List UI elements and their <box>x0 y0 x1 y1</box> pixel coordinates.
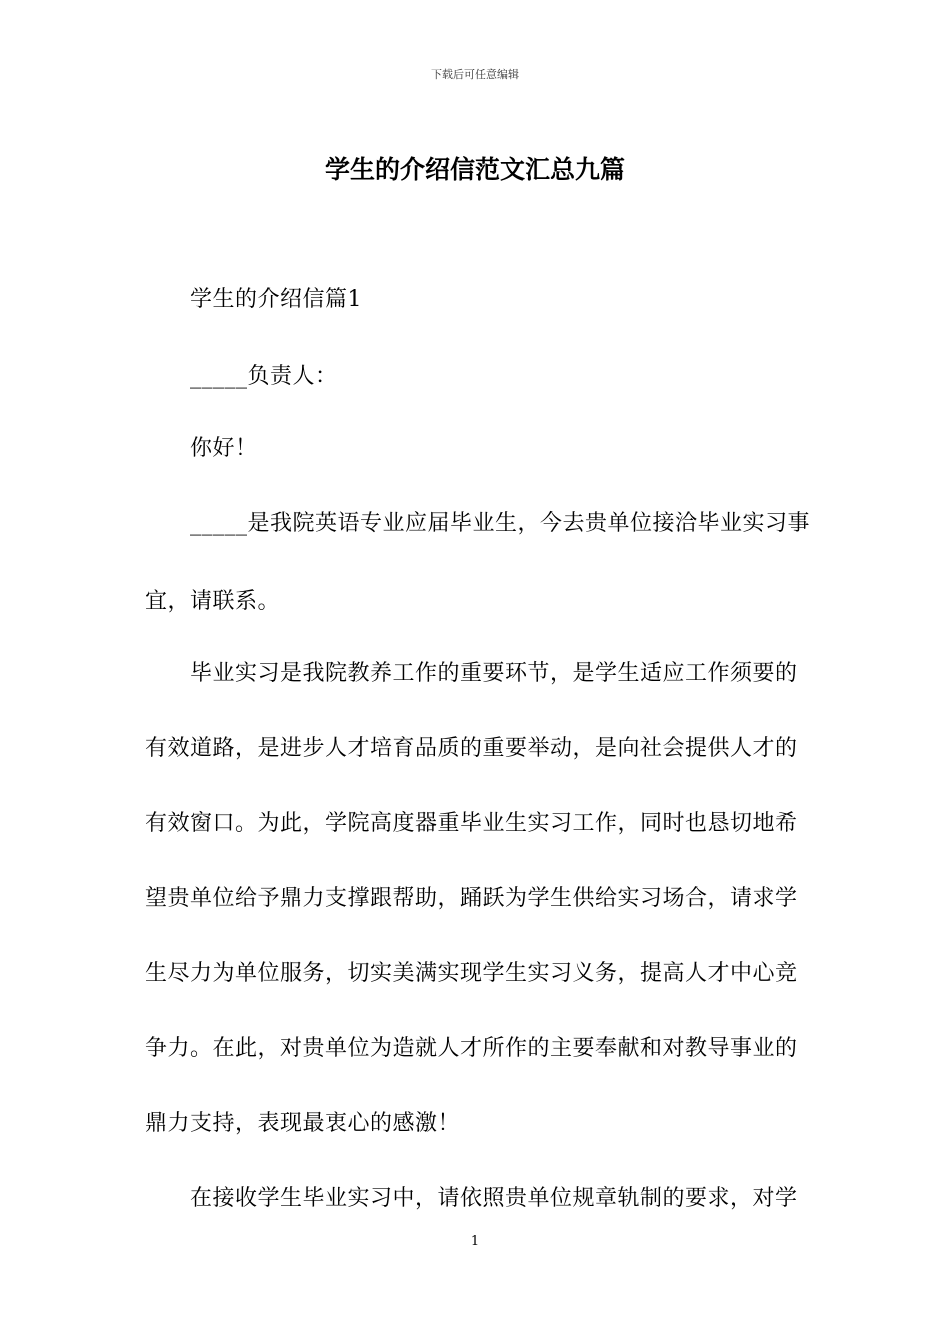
paragraph-line: 争力。在此，对贵单位为造就人才所作的主要奉献和对教导事业的 <box>145 1036 798 1061</box>
paragraph-line: 有效窗口。为此，学院高度器重毕业生实习工作，同时也恳切地希 <box>145 811 798 836</box>
paragraph-line: 鼎力支持，表现最衷心的感激！ <box>145 1111 461 1136</box>
document-title: 学生的介绍信范文汇总九篇 <box>324 155 625 184</box>
paragraph-line: 望贵单位给予鼎力支撑跟帮助，踊跃为学生供给实习场合，请求学 <box>145 886 798 911</box>
paragraph-line: 在接收学生毕业实习中，请依照贵单位规章轨制的要求，对学 <box>190 1186 798 1211</box>
greeting-line: 你好！ <box>190 436 258 461</box>
paragraph-line: 有效道路，是进步人才培育品质的重要举动，是向社会提供人才的 <box>145 736 798 761</box>
header-note: 下载后可任意编辑 <box>431 68 519 81</box>
paragraph-line: 生尽力为单位服务，切实美满实现学生实习义务，提高人才中心竞 <box>145 961 798 986</box>
salutation-line: _____负责人： <box>190 364 338 389</box>
paragraph-line: 宜，请联系。 <box>145 589 281 614</box>
page-number: 1 <box>470 1234 480 1249</box>
paragraph-line: 毕业实习是我院教养工作的重要环节，是学生适应工作须要的 <box>190 661 798 686</box>
section-heading: 学生的介绍信篇1 <box>190 287 362 312</box>
paragraph-line: _____是我院英语专业应届毕业生，今去贵单位接洽毕业实习事 <box>190 511 811 536</box>
